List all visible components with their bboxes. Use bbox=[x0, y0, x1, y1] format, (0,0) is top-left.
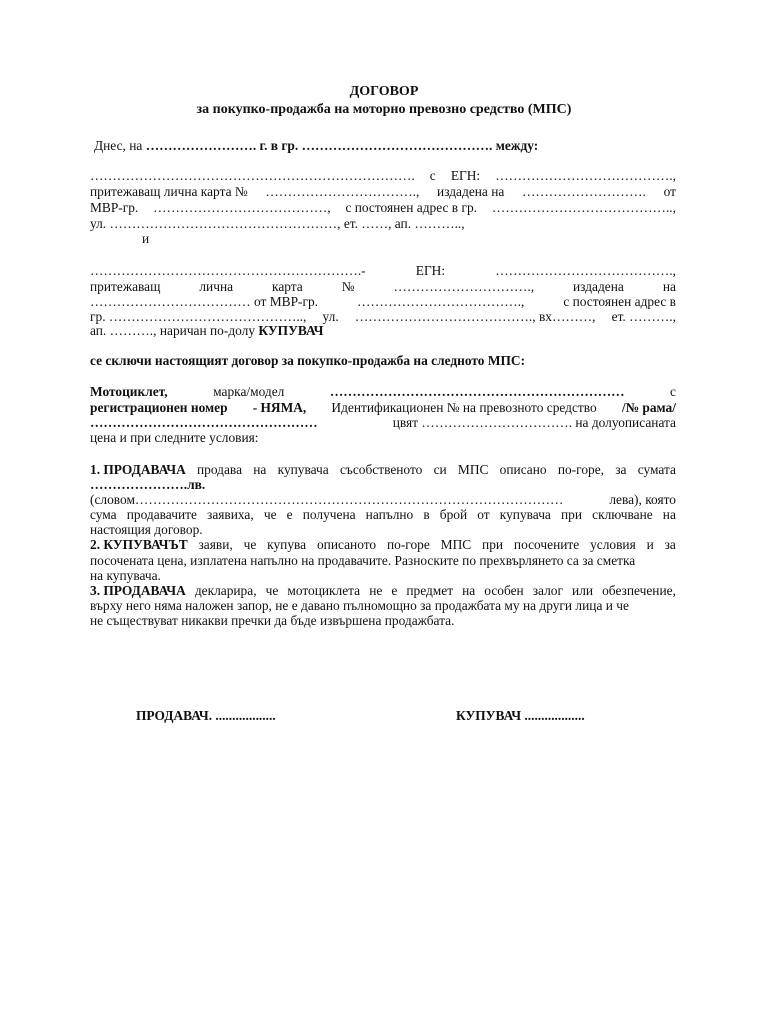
clause-1-line-4 bbox=[90, 507, 676, 522]
text-segment: декларира, bbox=[194, 583, 257, 598]
clause-1-line-1: 1. ПРОДАВАЧА продава на купувача съсобственото си МПС описано по-горе, за сумата bbox=[90, 462, 676, 477]
text-segment: …………………………………, bbox=[153, 200, 331, 215]
clause-1-line-5: настоящия договор. bbox=[90, 522, 203, 537]
text-segment: издадена bbox=[573, 279, 624, 294]
clause-1-amount: ………………….лв. bbox=[90, 477, 206, 492]
text-segment: залог bbox=[532, 583, 563, 598]
clause-2-line-3: на купувача. bbox=[90, 568, 161, 583]
text-segment: описано bbox=[499, 462, 547, 477]
text-segment: сключване bbox=[592, 507, 653, 522]
text-segment: с постоянен адрес в bbox=[563, 294, 676, 309]
text-segment: на bbox=[462, 583, 476, 598]
buyer-line-1 bbox=[90, 263, 676, 278]
text-segment: с постоянен адрес в гр. bbox=[345, 200, 477, 215]
vehicle-line-4: цена и при следните условия: bbox=[90, 430, 259, 445]
text-segment: при bbox=[560, 507, 583, 522]
text-segment: заяви, bbox=[198, 537, 233, 552]
text-segment: че bbox=[265, 583, 279, 598]
text-segment: по-горе bbox=[386, 537, 430, 552]
buyer-signature: КУПУВАЧ .................. bbox=[456, 708, 585, 723]
text-segment: гр. …………………………………….., bbox=[90, 309, 307, 324]
text-segment: по-горе, bbox=[557, 462, 605, 477]
text-segment: ЕГН: bbox=[415, 263, 446, 278]
text-segment: получена bbox=[302, 507, 356, 522]
text-segment: ет. ………., bbox=[611, 309, 676, 324]
text-segment: …………………………., bbox=[393, 279, 535, 294]
text-segment: ………………………………., bbox=[356, 294, 525, 309]
text-segment: съсобственото bbox=[339, 462, 423, 477]
text-segment: ………………………………………………………………. bbox=[90, 168, 415, 183]
text-segment: …………………………………., bbox=[495, 168, 676, 183]
text-segment: описаното bbox=[316, 537, 377, 552]
text-segment: особен bbox=[484, 583, 524, 598]
text-segment: условия bbox=[590, 537, 636, 552]
clause-3-line-3: не съществуват никакви пречки да бъде извършена продажбата. bbox=[90, 613, 455, 628]
text-segment: МВР-гр. bbox=[90, 200, 139, 215]
text-segment: купувача bbox=[277, 462, 329, 477]
text-segment: № bbox=[341, 279, 355, 294]
text-segment: ул. bbox=[322, 309, 339, 324]
text-segment: ………………………. bbox=[522, 184, 646, 199]
text-segment: в bbox=[423, 507, 430, 522]
text-segment: обезпечение, bbox=[602, 583, 676, 598]
concluded-heading: се сключи настоящият договор за покупко-продажба на следното МПС: bbox=[90, 353, 526, 368]
and-connector: и bbox=[142, 231, 150, 246]
text-segment: за bbox=[615, 462, 627, 477]
text-segment: …………………………………., вх………, bbox=[354, 309, 596, 324]
seller-line-4: ул. ……………………………………………, ет. ……, ап. ……….., bbox=[90, 216, 465, 231]
text-segment: от bbox=[663, 184, 676, 199]
intro-line: Днес, на ……………………. г. в гр. ……………………………………. между: bbox=[94, 138, 539, 153]
seller-line-1 bbox=[90, 168, 676, 183]
text-segment: МПС bbox=[457, 462, 489, 477]
text-segment: карта bbox=[272, 279, 303, 294]
document-subtitle: за покупко-продажба на моторно превозно средство (МПС) bbox=[196, 102, 572, 117]
text-segment: е bbox=[391, 583, 398, 598]
text-segment: притежаващ лична карта № bbox=[90, 184, 248, 199]
text-segment: ……………………………., bbox=[265, 184, 420, 199]
text-segment: посочените bbox=[513, 537, 580, 552]
text-segment: мотоциклета bbox=[287, 583, 361, 598]
vehicle-line-2: регистрационен номер - НЯМА, Идентификационен № на превозното средство /№ рама/ bbox=[90, 400, 676, 415]
text-segment: купувача bbox=[499, 507, 551, 522]
buyer-line-3 bbox=[90, 294, 676, 309]
text-segment: сумата bbox=[637, 462, 676, 477]
text-segment: …………………………………., bbox=[495, 263, 676, 278]
seller-line-2 bbox=[90, 184, 676, 199]
text-segment: и bbox=[646, 537, 654, 552]
clause-2-line-1: 2. КУПУВАЧЪТ заяви, че купува описаното по-горе МПС при посочените условия и за bbox=[90, 537, 676, 552]
clause-3-line-1: 3. ПРОДАВАЧА декларира, че мотоциклета не е предмет на особен залог или обезпечение, bbox=[90, 583, 676, 598]
text-segment: от bbox=[477, 507, 490, 522]
text-segment: купува bbox=[267, 537, 307, 552]
text-segment: заявиха, bbox=[207, 507, 254, 522]
text-segment: на bbox=[662, 507, 676, 522]
vehicle-line-1: Мотоциклет, марка/модел ………………………………………………………… с bbox=[90, 384, 676, 399]
text-segment: е bbox=[286, 507, 293, 522]
text-segment: си bbox=[433, 462, 447, 477]
text-segment: притежаващ bbox=[90, 279, 161, 294]
text-segment: сума bbox=[90, 507, 117, 522]
text-segment: продава bbox=[197, 462, 243, 477]
clause-3-line-2: върху него няма наложен запор, не е давано пълномощно за продажбата му на други лица и че bbox=[90, 598, 629, 613]
text-segment: лична bbox=[199, 279, 234, 294]
buyer-line-5: ап. ………., наричан по-долу КУПУВАЧ bbox=[90, 323, 324, 338]
clause-2-line-2: посочената цена, изплатена напълно на продавачите. Разноските по прехвърлянето са за сметка bbox=[90, 553, 636, 568]
text-segment: ЕГН: bbox=[450, 168, 481, 183]
text-segment: с bbox=[429, 168, 436, 183]
text-segment: ……………………………… от МВР-гр. bbox=[90, 294, 319, 309]
text-segment: не bbox=[369, 583, 383, 598]
text-segment: предмет bbox=[406, 583, 454, 598]
text-segment: продавачите bbox=[126, 507, 197, 522]
text-segment: при bbox=[482, 537, 504, 552]
text-segment: …………………………………………………….- bbox=[90, 263, 366, 278]
text-segment: на bbox=[662, 279, 676, 294]
vehicle-line-3: …………………………………………… цвят ……………………………. на долуописаната bbox=[90, 415, 676, 430]
text-segment: на bbox=[253, 462, 267, 477]
text-segment: напълно bbox=[365, 507, 414, 522]
seller-line-3 bbox=[90, 200, 676, 215]
buyer-line-2 bbox=[90, 279, 676, 294]
text-segment: че bbox=[243, 537, 257, 552]
buyer-line-4 bbox=[90, 309, 676, 324]
seller-signature: ПРОДАВАЧ. .................. bbox=[136, 708, 276, 723]
text-segment: че bbox=[263, 507, 277, 522]
text-segment: ………………………………….., bbox=[491, 200, 676, 215]
text-segment: или bbox=[572, 583, 594, 598]
text-segment: брой bbox=[439, 507, 468, 522]
document-title: ДОГОВОР bbox=[349, 84, 419, 99]
text-segment: МПС bbox=[440, 537, 472, 552]
text-segment: за bbox=[664, 537, 676, 552]
clause-1-line-3: (словом…………………………………………………………………………………… лева), която bbox=[90, 492, 676, 507]
text-segment: издадена на bbox=[437, 184, 505, 199]
